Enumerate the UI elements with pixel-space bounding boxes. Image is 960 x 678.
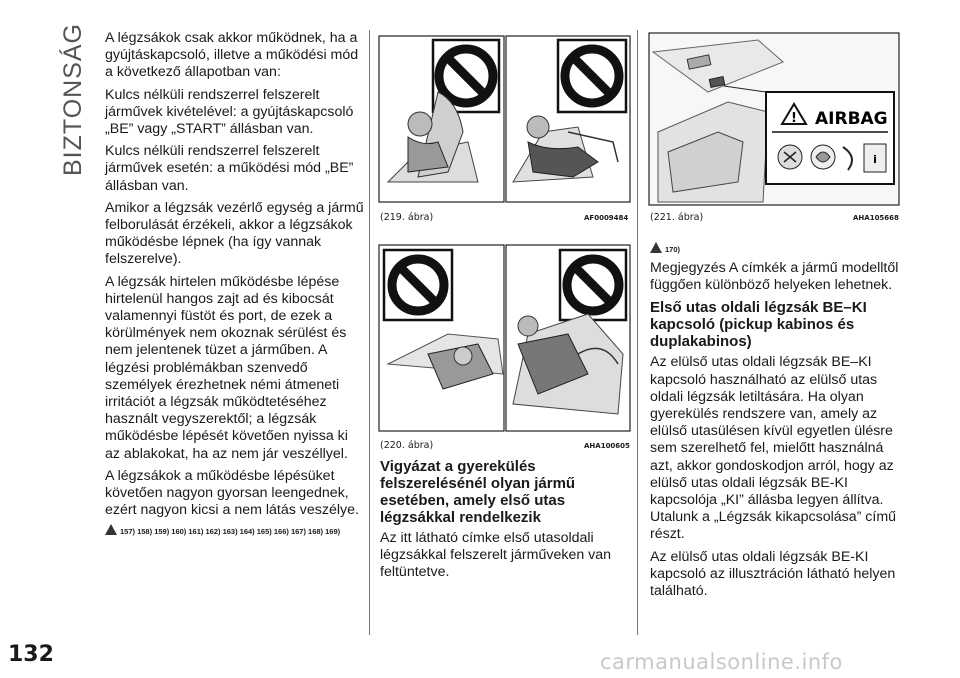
child-seat-prohibited-illustration bbox=[378, 32, 631, 207]
paragraph: Kulcs nélküli rendszerrel felszerelt járművek kivételével: a gyújtáskapcsoló „BE” vagy „START” állásban van. bbox=[105, 86, 354, 138]
warning-triangle-icon bbox=[650, 242, 662, 253]
page-number: 132 bbox=[8, 642, 54, 667]
note: Megjegyzés A címkék a jármű modelltől függően különböző helyeken lehetnek. bbox=[650, 260, 899, 294]
watermark-footer: carmanualsonline.info bbox=[600, 650, 843, 674]
figure-code: AHA100605 bbox=[584, 442, 630, 450]
warning-triangle-icon bbox=[105, 524, 117, 535]
warning-reference: 170) bbox=[650, 242, 900, 256]
text-column-1 bbox=[105, 30, 365, 538]
paragraph: Az elülső utas oldali légzsák BE–KI kapcsoló használható az elülső utas oldali légzsák letiltására. Ha olyan gyerekülés rendszere van, amely az elülső utasülésen kívül egyetlen ülésre sem szerelhető fel, mielőtt használná azt, akkor gondoskodjon arról, hogy az elülső utas oldali légzsák BE-KI kapcsolója „KI” állásba legyen állítva. Utalunk a „Légzsák kikapcsolása” című részt. bbox=[650, 354, 897, 543]
warning-references: 157) 158) 159) 160) 161) 162) 163) 164) 165) 166) 167) 168) 169) bbox=[105, 524, 365, 538]
rear-facing-child-seat-illustration bbox=[378, 244, 631, 432]
svg-text:i: i bbox=[873, 153, 877, 166]
paragraph: Az itt látható címke első utasoldali légzsákkal felszerelt járműveken van feltüntetve. bbox=[380, 530, 612, 581]
figure-caption: (221. ábra) bbox=[650, 212, 704, 223]
figure-221 bbox=[648, 32, 900, 207]
column-divider bbox=[369, 30, 370, 635]
section-heading: Első utas oldali légzsák BE–KI kapcsoló (pickup kabinos és duplakabinos) bbox=[650, 299, 867, 351]
airbag-label-text: AIRBAG bbox=[815, 109, 888, 129]
paragraph: A légzsákok csak akkor működnek, ha a gyújtáskapcsoló, illetve a működési mód a következő állapotban van: bbox=[105, 30, 359, 81]
paragraph: Kulcs nélküli rendszerrel felszerelt járművek esetén: a működési mód „BE” állásban van. bbox=[105, 143, 354, 194]
text-column-2 bbox=[380, 458, 630, 587]
section-heading: Vigyázat a gyerekülés felszerelésénél olyan jármű esetében, amely első utas légzsákkal rendelkezik bbox=[380, 458, 576, 526]
paragraph: A légzsákok a működésbe lépésüket követően nagyon gyorsan leengednek, ezért nagyon kicsi a nem látás veszélye. bbox=[105, 467, 359, 519]
paragraph: A légzsák hirtelen működésbe lépése hirtelenül hangos zajt ad és kibocsát valamennyi füstöt és port, de ezek a körülmények nem okoznak sérülést és nem jelentenek tüzet a járműben. A légzési problémákban szenvedő személyek érezhetnek némi átmeneti irritációt a légzsák működtetéséhez használt vegyszerektől; a légzsák működésbe lépését követően nyissa ki az ablakokat, ha az nem jár veszéllyel. bbox=[105, 273, 348, 462]
figure-219 bbox=[378, 32, 631, 207]
figure-220 bbox=[378, 244, 631, 432]
figure-caption: (219. ábra) bbox=[380, 212, 434, 223]
column-divider bbox=[637, 30, 638, 635]
svg-text:!: ! bbox=[791, 111, 797, 126]
text-column-3 bbox=[650, 240, 900, 605]
figure-code: AF0009484 bbox=[584, 214, 629, 222]
figure-code: AHA105668 bbox=[853, 214, 899, 222]
airbag-label-location-illustration bbox=[648, 32, 900, 207]
section-title-vertical: BIZTONSÁG bbox=[59, 22, 87, 176]
figure-caption: (220. ábra) bbox=[380, 440, 434, 451]
paragraph: Amikor a légzsák vezérlő egység a jármű felborulását érzékeli, akkor a légzsákok működésbe lépnek (ha így vannak felszerelve). bbox=[105, 199, 364, 268]
paragraph: Az elülső utas oldali légzsák BE-KI kapcsoló az illusztráción látható helyen található. bbox=[650, 548, 896, 600]
